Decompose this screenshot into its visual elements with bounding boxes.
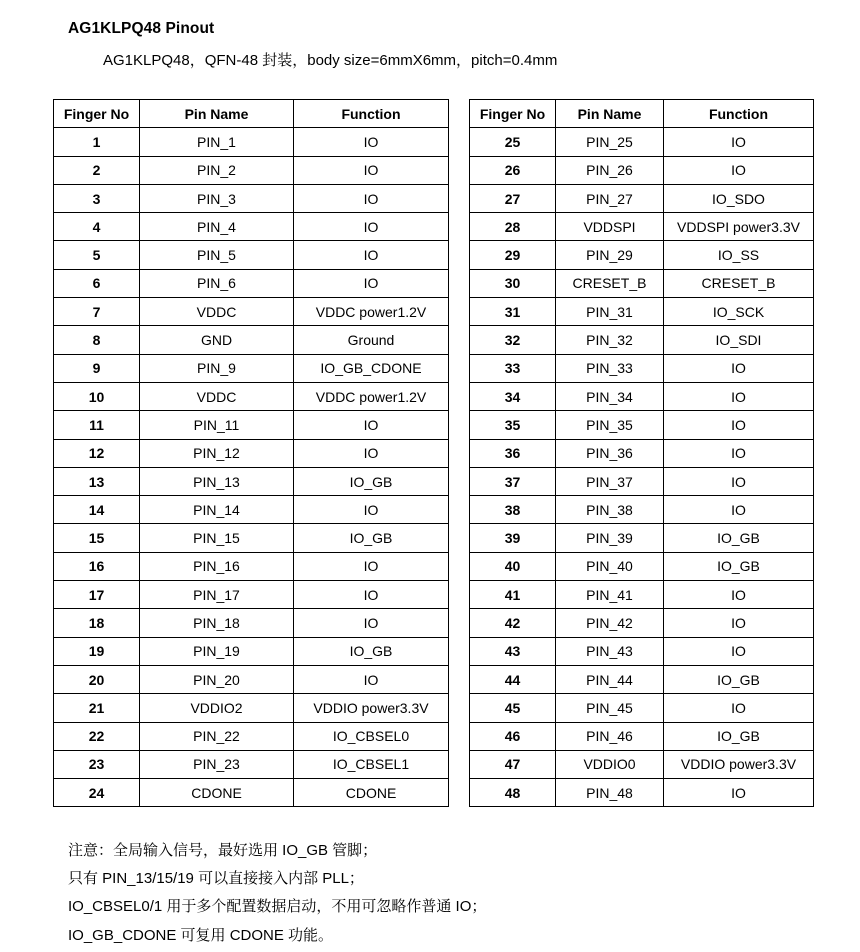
finger-no-cell: 38 (470, 496, 556, 524)
function-cell: IO_SDO (664, 184, 814, 212)
function-cell: IO_GB (664, 524, 814, 552)
pin-name-cell: PIN_36 (556, 439, 664, 467)
table-row (54, 581, 449, 609)
pin-name-cell: PIN_18 (140, 609, 294, 637)
table-row (54, 439, 449, 467)
function-cell: VDDC power1.2V (294, 382, 449, 410)
finger-no-cell: 41 (470, 581, 556, 609)
table-row (54, 637, 449, 665)
pin-name-cell: PIN_5 (140, 241, 294, 269)
pin-name-cell: PIN_48 (556, 779, 664, 807)
pin-name-cell: PIN_9 (140, 354, 294, 382)
function-cell: IO (294, 581, 449, 609)
finger-no-cell: 45 (470, 694, 556, 722)
finger-no-cell: 30 (470, 269, 556, 297)
function-cell: IO (664, 467, 814, 495)
table-row (470, 637, 814, 665)
table-row (470, 467, 814, 495)
table-header-row (54, 100, 449, 128)
finger-no-cell: 37 (470, 467, 556, 495)
table-row (54, 722, 449, 750)
table-row (470, 524, 814, 552)
table-row (54, 609, 449, 637)
function-cell: IO (664, 637, 814, 665)
function-cell: IO (294, 184, 449, 212)
function-cell: CDONE (294, 779, 449, 807)
function-cell: IO (294, 269, 449, 297)
finger-no-cell: 23 (54, 750, 140, 778)
function-cell: IO (664, 496, 814, 524)
pin-name-cell: CDONE (140, 779, 294, 807)
pin-name-cell: VDDC (140, 382, 294, 410)
pin-name-cell: PIN_19 (140, 637, 294, 665)
function-cell: IO_GB (664, 552, 814, 580)
pin-name-cell: VDDSPI (556, 213, 664, 241)
table-row (470, 213, 814, 241)
function-cell: IO (664, 354, 814, 382)
function-cell: IO_GB (294, 524, 449, 552)
function-cell: IO (664, 411, 814, 439)
header-pin-name: Pin Name (140, 100, 294, 128)
table-row (54, 156, 449, 184)
finger-no-cell: 27 (470, 184, 556, 212)
finger-no-cell: 29 (470, 241, 556, 269)
finger-no-cell: 8 (54, 326, 140, 354)
table-row (470, 694, 814, 722)
table-row (470, 439, 814, 467)
function-cell: CRESET_B (664, 269, 814, 297)
table-row (470, 750, 814, 778)
function-cell: IO (294, 213, 449, 241)
function-cell: IO (664, 779, 814, 807)
table-row (54, 496, 449, 524)
notes-section (68, 837, 486, 950)
table-row (54, 750, 449, 778)
pinout-table-right (469, 99, 814, 807)
pin-name-cell: PIN_46 (556, 722, 664, 750)
function-cell: IO_GB (664, 722, 814, 750)
pin-name-cell: PIN_40 (556, 552, 664, 580)
function-cell: IO (294, 552, 449, 580)
pin-name-cell: PIN_14 (140, 496, 294, 524)
finger-no-cell: 18 (54, 609, 140, 637)
finger-no-cell: 17 (54, 581, 140, 609)
finger-no-cell: 28 (470, 213, 556, 241)
finger-no-cell: 10 (54, 382, 140, 410)
table-row (470, 552, 814, 580)
function-cell: IO_GB (294, 467, 449, 495)
finger-no-cell: 42 (470, 609, 556, 637)
table-row (54, 467, 449, 495)
table-row (470, 722, 814, 750)
finger-no-cell: 32 (470, 326, 556, 354)
finger-no-cell: 43 (470, 637, 556, 665)
pin-name-cell: PIN_17 (140, 581, 294, 609)
function-cell: IO (294, 496, 449, 524)
table-row (470, 156, 814, 184)
table-row (470, 298, 814, 326)
pin-name-cell: CRESET_B (556, 269, 664, 297)
table-row (470, 609, 814, 637)
finger-no-cell: 3 (54, 184, 140, 212)
note-line: IO_CBSEL0/1 用于多个配置数据启动，不用可忽略作普通 IO； (68, 898, 487, 916)
table-row (54, 213, 449, 241)
function-cell: IO (294, 439, 449, 467)
finger-no-cell: 14 (54, 496, 140, 524)
table-row (470, 184, 814, 212)
finger-no-cell: 9 (54, 354, 140, 382)
function-cell: IO_SDI (664, 326, 814, 354)
table-row (54, 326, 449, 354)
function-cell: IO (294, 609, 449, 637)
finger-no-cell: 36 (470, 439, 556, 467)
function-cell: IO_GB_CDONE (294, 354, 449, 382)
function-cell: IO (664, 581, 814, 609)
finger-no-cell: 33 (470, 354, 556, 382)
note-line: 注意：全局输入信号，最好选用 IO_GB 管脚； (68, 842, 378, 859)
finger-no-cell: 2 (54, 156, 140, 184)
function-cell: IO (664, 156, 814, 184)
finger-no-cell: 16 (54, 552, 140, 580)
function-cell: VDDC power1.2V (294, 298, 449, 326)
function-cell: IO_CBSEL1 (294, 750, 449, 778)
pin-name-cell: PIN_39 (556, 524, 664, 552)
finger-no-cell: 21 (54, 694, 140, 722)
header-function: Function (294, 100, 449, 128)
pin-name-cell: PIN_32 (556, 326, 664, 354)
finger-no-cell: 5 (54, 241, 140, 269)
pin-name-cell: PIN_15 (140, 524, 294, 552)
pin-name-cell: PIN_41 (556, 581, 664, 609)
table-row (470, 269, 814, 297)
finger-no-cell: 46 (470, 722, 556, 750)
pin-name-cell: PIN_23 (140, 750, 294, 778)
pin-name-cell: PIN_2 (140, 156, 294, 184)
note-line: 只有 PIN_13/15/19 可以直接接入内部 PLL； (68, 870, 364, 888)
finger-no-cell: 6 (54, 269, 140, 297)
pin-name-cell: PIN_1 (140, 128, 294, 156)
pin-name-cell: PIN_3 (140, 184, 294, 212)
table-row (54, 552, 449, 580)
table-row (54, 665, 449, 693)
function-cell: IO_CBSEL0 (294, 722, 449, 750)
finger-no-cell: 1 (54, 128, 140, 156)
pin-name-cell: PIN_4 (140, 213, 294, 241)
table-row (54, 411, 449, 439)
function-cell: IO (664, 609, 814, 637)
finger-no-cell: 7 (54, 298, 140, 326)
table-row (54, 382, 449, 410)
table-row (470, 382, 814, 410)
function-cell: IO (294, 241, 449, 269)
pin-name-cell: PIN_35 (556, 411, 664, 439)
pin-name-cell: PIN_34 (556, 382, 664, 410)
table-row (54, 779, 449, 807)
header-pin-name: Pin Name (556, 100, 664, 128)
function-cell: IO (664, 694, 814, 722)
table-row (54, 524, 449, 552)
finger-no-cell: 25 (470, 128, 556, 156)
finger-no-cell: 24 (54, 779, 140, 807)
note-line: IO_GB_CDONE 可复用 CDONE 功能。 (68, 926, 334, 944)
pin-name-cell: PIN_12 (140, 439, 294, 467)
function-cell: IO_SS (664, 241, 814, 269)
function-cell: IO (664, 382, 814, 410)
finger-no-cell: 20 (54, 665, 140, 693)
table-row (54, 298, 449, 326)
table-row (54, 694, 449, 722)
pin-name-cell: GND (140, 326, 294, 354)
function-cell: IO (294, 411, 449, 439)
pin-name-cell: PIN_6 (140, 269, 294, 297)
function-cell: IO_SCK (664, 298, 814, 326)
function-cell: IO_GB (664, 665, 814, 693)
pin-name-cell: PIN_11 (140, 411, 294, 439)
finger-no-cell: 31 (470, 298, 556, 326)
pin-name-cell: PIN_22 (140, 722, 294, 750)
pin-name-cell: PIN_44 (556, 665, 664, 693)
table-row (470, 581, 814, 609)
function-cell: IO (294, 156, 449, 184)
function-cell: IO (664, 439, 814, 467)
function-cell: VDDIO power3.3V (664, 750, 814, 778)
finger-no-cell: 26 (470, 156, 556, 184)
table-row (470, 779, 814, 807)
table-row (470, 326, 814, 354)
pin-name-cell: PIN_33 (556, 354, 664, 382)
function-cell: IO (294, 128, 449, 156)
pin-name-cell: VDDIO0 (556, 750, 664, 778)
finger-no-cell: 35 (470, 411, 556, 439)
finger-no-cell: 44 (470, 665, 556, 693)
function-cell: Ground (294, 326, 449, 354)
table-row (54, 184, 449, 212)
pin-name-cell: PIN_45 (556, 694, 664, 722)
table-row (54, 241, 449, 269)
pin-name-cell: VDDC (140, 298, 294, 326)
pinout-table-left (53, 99, 449, 807)
pin-name-cell: VDDIO2 (140, 694, 294, 722)
finger-no-cell: 22 (54, 722, 140, 750)
table-row (470, 354, 814, 382)
pin-name-cell: PIN_43 (556, 637, 664, 665)
table-row (470, 241, 814, 269)
table-header-row (470, 100, 814, 128)
header-finger-no: Finger No (54, 100, 140, 128)
header-finger-no: Finger No (470, 100, 556, 128)
pin-name-cell: PIN_27 (556, 184, 664, 212)
pin-name-cell: PIN_42 (556, 609, 664, 637)
pin-name-cell: PIN_13 (140, 467, 294, 495)
finger-no-cell: 12 (54, 439, 140, 467)
pin-name-cell: PIN_26 (556, 156, 664, 184)
table-row (470, 128, 814, 156)
finger-no-cell: 4 (54, 213, 140, 241)
pin-name-cell: PIN_37 (556, 467, 664, 495)
function-cell: VDDIO power3.3V (294, 694, 449, 722)
table-row (54, 128, 449, 156)
finger-no-cell: 39 (470, 524, 556, 552)
table-row (54, 354, 449, 382)
function-cell: IO_GB (294, 637, 449, 665)
document-title: AG1KLPQ48 Pinout (68, 20, 215, 37)
header-function: Function (664, 100, 814, 128)
pin-name-cell: PIN_31 (556, 298, 664, 326)
finger-no-cell: 19 (54, 637, 140, 665)
finger-no-cell: 15 (54, 524, 140, 552)
table-row (54, 269, 449, 297)
table-row (470, 496, 814, 524)
finger-no-cell: 47 (470, 750, 556, 778)
function-cell: IO (294, 665, 449, 693)
document-subtitle: AG1KLPQ48，QFN-48 封装，body size=6mmX6mm，pitch=0.4mm (103, 52, 558, 69)
pin-name-cell: PIN_38 (556, 496, 664, 524)
finger-no-cell: 11 (54, 411, 140, 439)
function-cell: VDDSPI power3.3V (664, 213, 814, 241)
pin-name-cell: PIN_16 (140, 552, 294, 580)
table-row (470, 665, 814, 693)
pin-name-cell: PIN_20 (140, 665, 294, 693)
pin-name-cell: PIN_25 (556, 128, 664, 156)
function-cell: IO (664, 128, 814, 156)
finger-no-cell: 34 (470, 382, 556, 410)
finger-no-cell: 40 (470, 552, 556, 580)
pin-name-cell: PIN_29 (556, 241, 664, 269)
finger-no-cell: 48 (470, 779, 556, 807)
table-row (470, 411, 814, 439)
finger-no-cell: 13 (54, 467, 140, 495)
